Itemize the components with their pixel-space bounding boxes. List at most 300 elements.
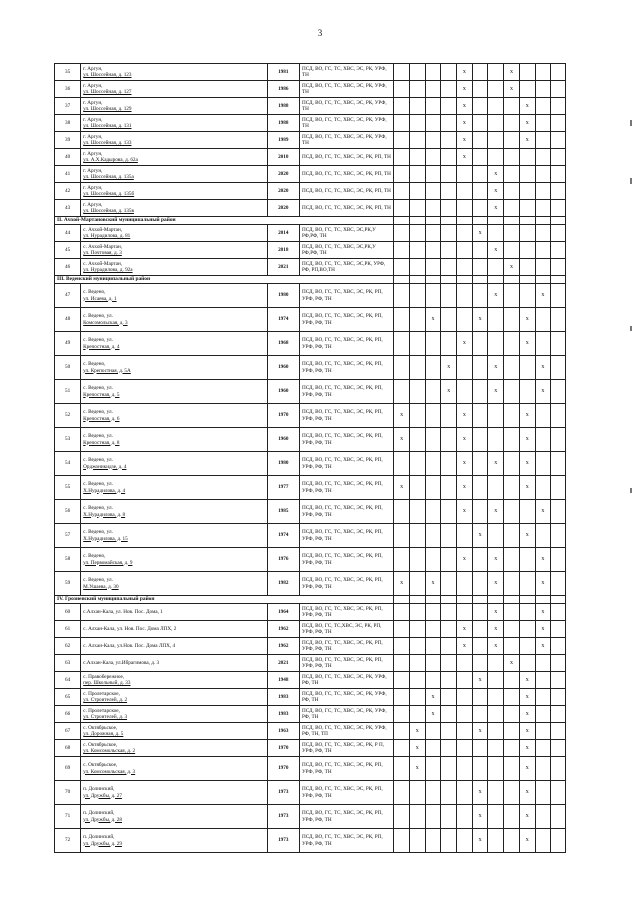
mark-cell-checked: x [488, 638, 504, 655]
mark-cell [472, 706, 488, 723]
mark-cell [535, 242, 551, 259]
table-row [55, 64, 566, 81]
mark-cell [394, 332, 410, 356]
mark-cell [488, 225, 504, 242]
address-cell [81, 621, 267, 638]
mark-cell [535, 225, 551, 242]
mark-cell [472, 98, 488, 115]
address-line: г. Аргун, [83, 167, 103, 174]
address-cell [81, 183, 267, 200]
mark-cell-checked: x [504, 655, 520, 672]
empty-cell [519, 596, 535, 604]
address-line: М.Ушаева, д. 30 [83, 583, 119, 590]
mark-cell [409, 242, 425, 259]
mark-cell [504, 672, 520, 689]
address-line: г. Аргун, [83, 99, 103, 106]
mark-cell [441, 225, 457, 242]
mark-cell [409, 548, 425, 572]
mark-cell [535, 672, 551, 689]
year-cell: 1974 [267, 308, 299, 332]
mark-cell [441, 604, 457, 621]
mark-cell [425, 132, 441, 149]
mark-cell [488, 149, 504, 166]
mark-cell [425, 829, 441, 853]
mark-cell-checked: x [425, 572, 441, 596]
row-number: 57 [55, 524, 81, 548]
address-line: п. Долинский, [83, 786, 115, 793]
mark-cell-checked: x [457, 115, 473, 132]
mark-cell [409, 428, 425, 452]
works-cell: ПСД, ВО, ГС, ТС, ХВС, ЭС,РК, УРФ, РФ, РП,ВО,ТН [300, 259, 394, 276]
mark-cell [519, 284, 535, 308]
works-cell: ПСД, ВО, ГС, ТС, ХВС, ЭС, РК, РП, УРФ, РФ, ТН [300, 404, 394, 428]
mark-cell [457, 740, 473, 757]
table-row [55, 183, 566, 200]
works-cell: ПСД, ВО, ГС, ТС, ХВС, ЭС, РК, РП, УРФ, РФ, ТН [300, 655, 394, 672]
mark-cell [535, 332, 551, 356]
mark-cell [394, 308, 410, 332]
mark-cell [409, 98, 425, 115]
mark-cell [535, 805, 551, 829]
mark-cell [409, 572, 425, 596]
mark-cell-checked: x [394, 428, 410, 452]
mark-cell [394, 98, 410, 115]
address-line: п. Долинский, [83, 834, 115, 841]
section-row [55, 217, 566, 225]
empty-cell [441, 596, 457, 604]
empty-cell [488, 276, 504, 284]
address-line: ул. Комсомольская, д. 3 [83, 768, 136, 775]
address-line: ул. А.Х.Кадырова, д. 62а [83, 157, 138, 163]
mark-cell [535, 149, 551, 166]
mark-cell [519, 225, 535, 242]
address-cell [81, 81, 267, 98]
mark-cell [551, 98, 566, 115]
row-number: 42 [55, 183, 81, 200]
address-line: Х.Нурадилова, д. 15 [83, 535, 128, 542]
mark-cell [488, 740, 504, 757]
table-row [55, 638, 566, 655]
mark-cell [409, 149, 425, 166]
mark-cell [425, 805, 441, 829]
mark-cell-checked: x [519, 781, 535, 805]
mark-cell [519, 166, 535, 183]
year-cell: 2018 [267, 242, 299, 259]
mark-cell [535, 98, 551, 115]
address-line: с. Ведено, [83, 553, 106, 560]
row-number: 38 [55, 115, 81, 132]
address-line: Комсомольская, д. 3 [83, 319, 128, 326]
mark-cell [425, 781, 441, 805]
mark-cell-checked: x [457, 404, 473, 428]
address-line: с.Алхан-Кала, ул. Нов. Пос. Дома, 1 [83, 608, 163, 615]
mark-cell-checked: x [472, 781, 488, 805]
mark-cell [535, 81, 551, 98]
empty-cell [551, 276, 566, 284]
mark-cell [409, 500, 425, 524]
empty-cell [488, 217, 504, 225]
mark-cell-checked: x [488, 183, 504, 200]
mark-cell [409, 452, 425, 476]
section-row [55, 596, 566, 604]
address-line: ул. Комсомольская, д. 2 [83, 748, 136, 754]
mark-cell-checked: x [519, 308, 535, 332]
empty-cell [519, 217, 535, 225]
mark-cell-checked: x [488, 604, 504, 621]
mark-cell [457, 706, 473, 723]
row-number: 58 [55, 548, 81, 572]
mark-cell [409, 404, 425, 428]
row-number: 40 [55, 149, 81, 166]
mark-cell-checked: x [519, 672, 535, 689]
mark-cell-checked: x [535, 548, 551, 572]
mark-cell [504, 332, 520, 356]
row-number: 43 [55, 200, 81, 217]
empty-cell [504, 217, 520, 225]
mark-cell-checked: x [394, 404, 410, 428]
mark-cell [425, 672, 441, 689]
mark-cell [394, 200, 410, 217]
mark-cell-checked: x [488, 166, 504, 183]
table-row [55, 572, 566, 596]
mark-cell [551, 829, 566, 853]
mark-cell [409, 132, 425, 149]
address-cell [81, 200, 267, 217]
mark-cell [441, 740, 457, 757]
mark-cell [409, 655, 425, 672]
table-row [55, 356, 566, 380]
mark-cell [394, 524, 410, 548]
mark-cell-checked: x [441, 356, 457, 380]
mark-cell [394, 723, 410, 740]
address-cell [81, 259, 267, 276]
row-number: 39 [55, 132, 81, 149]
mark-cell-checked: x [472, 308, 488, 332]
mark-cell [394, 689, 410, 706]
mark-cell [472, 132, 488, 149]
mark-cell [409, 829, 425, 853]
address-line: г. Аргун, [83, 116, 103, 123]
mark-cell-checked: x [519, 332, 535, 356]
mark-cell [472, 284, 488, 308]
mark-cell [551, 284, 566, 308]
table-row [55, 706, 566, 723]
address-cell [81, 356, 267, 380]
mark-cell [441, 115, 457, 132]
address-cell [81, 380, 267, 404]
scan-edge-mark [630, 178, 632, 184]
mark-cell [551, 638, 566, 655]
mark-cell [488, 524, 504, 548]
mark-cell [488, 829, 504, 853]
row-number: 54 [55, 452, 81, 476]
address-cell [81, 757, 267, 781]
empty-cell [441, 276, 457, 284]
mark-cell [535, 308, 551, 332]
address-cell [81, 332, 267, 356]
mark-cell-checked: x [488, 621, 504, 638]
address-line: г. Аргун, [83, 65, 103, 72]
address-cell [81, 284, 267, 308]
address-line: пер. Школьный, д. 33 [83, 680, 131, 686]
mark-cell [504, 476, 520, 500]
empty-cell [535, 217, 551, 225]
year-cell: 1985 [267, 500, 299, 524]
mark-cell [425, 98, 441, 115]
table-row [55, 259, 566, 276]
mark-cell [504, 132, 520, 149]
mark-cell [425, 621, 441, 638]
mark-cell [457, 183, 473, 200]
table-row [55, 132, 566, 149]
address-line: Х.Нурадилова, д. 8 [83, 511, 126, 518]
mark-cell [457, 524, 473, 548]
table-row [55, 548, 566, 572]
mark-cell [535, 166, 551, 183]
address-line: ул. Строителей, д. 2 [83, 697, 128, 703]
address-line: ул. Исаева, д. 1 [83, 295, 117, 302]
address-line: п. Долинский, [83, 810, 115, 817]
mark-cell-checked: x [457, 548, 473, 572]
year-cell: 1983 [267, 706, 299, 723]
mark-cell [441, 259, 457, 276]
mark-cell [504, 638, 520, 655]
address-line: ул. Шоссейная, д. 135а [83, 174, 134, 180]
row-number: 68 [55, 740, 81, 757]
mark-cell [504, 524, 520, 548]
works-cell: ПСД, ВО, ГС, ТС, ХВС, ЭС, РК, РП, УРФ, РФ, ТН [300, 284, 394, 308]
address-cell [81, 524, 267, 548]
table-row [55, 476, 566, 500]
address-line: ул. Шоссейная, д. 135б [83, 191, 135, 197]
mark-cell [394, 452, 410, 476]
mark-cell [441, 404, 457, 428]
empty-cell [425, 217, 441, 225]
mark-cell [551, 356, 566, 380]
table-row [55, 149, 566, 166]
mark-cell [457, 805, 473, 829]
mark-cell [551, 166, 566, 183]
mark-cell-checked: x [488, 284, 504, 308]
mark-cell-checked: x [457, 621, 473, 638]
mark-cell [425, 428, 441, 452]
table-row [55, 284, 566, 308]
mark-cell [535, 706, 551, 723]
mark-cell [472, 655, 488, 672]
address-line: ул. Шоссейная, д. 133 [83, 140, 132, 146]
mark-cell [519, 638, 535, 655]
mark-cell-checked: x [519, 452, 535, 476]
mark-cell-checked: x [519, 404, 535, 428]
row-number: 41 [55, 166, 81, 183]
mark-cell-checked: x [457, 638, 473, 655]
mark-cell [551, 332, 566, 356]
page-number: 3 [317, 28, 323, 38]
address-cell [81, 781, 267, 805]
address-line: г. Аргун, [83, 82, 103, 89]
table-row [55, 621, 566, 638]
mark-cell [425, 404, 441, 428]
mark-cell-checked: x [535, 621, 551, 638]
mark-cell [409, 706, 425, 723]
address-cell [81, 706, 267, 723]
mark-cell [504, 757, 520, 781]
address-line: с. Алхан-Кала, ул.Нов. Пос. Дома ЛПХ, 4 [83, 642, 176, 649]
mark-cell [551, 723, 566, 740]
scan-edge-mark [630, 326, 632, 331]
mark-cell [551, 672, 566, 689]
table-row [55, 740, 566, 757]
mark-cell [472, 476, 488, 500]
address-line: с. Ведено, ул. [83, 409, 113, 416]
mark-cell [472, 757, 488, 781]
mark-cell-checked: x [457, 64, 473, 81]
mark-cell [488, 655, 504, 672]
address-line: с. Пролетарское, [83, 690, 120, 697]
year-cell: 1988 [267, 98, 299, 115]
mark-cell [409, 604, 425, 621]
mark-cell [519, 500, 535, 524]
mark-cell [441, 572, 457, 596]
works-cell: ПСД, ВО, ГС, ТС, ХВС, ЭС, РК, РП, ТН [300, 149, 394, 166]
mark-cell [425, 149, 441, 166]
mark-cell-checked: x [457, 476, 473, 500]
mark-cell [551, 428, 566, 452]
mark-cell [551, 259, 566, 276]
mark-cell [551, 183, 566, 200]
mark-cell [504, 706, 520, 723]
mark-cell-checked: x [457, 452, 473, 476]
mark-cell [394, 805, 410, 829]
table-row [55, 452, 566, 476]
mark-cell [409, 805, 425, 829]
mark-cell [551, 781, 566, 805]
mark-cell-checked: x [457, 132, 473, 149]
address-cell [81, 672, 267, 689]
mark-cell [472, 64, 488, 81]
address-cell [81, 476, 267, 500]
mark-cell-checked: x [519, 428, 535, 452]
address-line: с. Ведено, ул. [83, 385, 113, 392]
mark-cell [457, 689, 473, 706]
address-line: ул. Строителей, д. 3 [83, 714, 128, 720]
mark-cell-checked: x [409, 723, 425, 740]
address-cell [81, 166, 267, 183]
row-number: 56 [55, 500, 81, 524]
mark-cell-checked: x [488, 242, 504, 259]
mark-cell [504, 404, 520, 428]
mark-cell [425, 259, 441, 276]
mark-cell [394, 225, 410, 242]
mark-cell [488, 757, 504, 781]
mark-cell [504, 723, 520, 740]
mark-cell-checked: x [519, 524, 535, 548]
address-line: г. Аргун, [83, 150, 103, 157]
mark-cell [425, 757, 441, 781]
mark-cell [409, 200, 425, 217]
mark-cell [535, 428, 551, 452]
mark-cell [535, 404, 551, 428]
mark-cell [441, 183, 457, 200]
mark-cell-checked: x [441, 380, 457, 404]
mark-cell [535, 200, 551, 217]
mark-cell [535, 524, 551, 548]
address-line: ул. Шоссейная, д. 123 [83, 72, 132, 78]
mark-cell [472, 689, 488, 706]
mark-cell-checked: x [504, 259, 520, 276]
mark-cell [535, 64, 551, 81]
mark-cell [394, 655, 410, 672]
row-number: 35 [55, 64, 81, 81]
mark-cell [488, 332, 504, 356]
address-line: ул. Дружбы, д. 29 [83, 840, 122, 847]
address-line: с. Октябрьское, [83, 741, 118, 748]
year-cell: 1989 [267, 132, 299, 149]
mark-cell [425, 356, 441, 380]
works-cell: ПСД, ВО, ГС, ТС, ХВС, ЭС, РК, РП, УРФ, РФ, ТН [300, 805, 394, 829]
row-number: 48 [55, 308, 81, 332]
row-number: 65 [55, 689, 81, 706]
mark-cell-checked: x [457, 332, 473, 356]
works-cell: ПСД, ВО, ГС, ТС, ХВС, ЭС, РК, РП, УРФ, РФ, ТН [300, 572, 394, 596]
mark-cell [504, 452, 520, 476]
mark-cell [488, 476, 504, 500]
mark-cell [519, 604, 535, 621]
mark-cell [394, 115, 410, 132]
row-number: 67 [55, 723, 81, 740]
mark-cell [535, 132, 551, 149]
address-line: г. Аргун, [83, 133, 103, 140]
mark-cell-checked: x [535, 284, 551, 308]
mark-cell [488, 98, 504, 115]
empty-cell [457, 217, 473, 225]
mark-cell [425, 655, 441, 672]
mark-cell [441, 757, 457, 781]
mark-cell-checked: x [535, 356, 551, 380]
address-cell [81, 115, 267, 132]
mark-cell [425, 183, 441, 200]
empty-cell [504, 596, 520, 604]
row-number: 60 [55, 604, 81, 621]
address-cell [81, 149, 267, 166]
mark-cell [535, 115, 551, 132]
address-cell [81, 64, 267, 81]
row-number: 49 [55, 332, 81, 356]
mark-cell-checked: x [457, 149, 473, 166]
mark-cell [409, 476, 425, 500]
mark-cell [551, 621, 566, 638]
mark-cell [551, 500, 566, 524]
mark-cell-checked: x [519, 757, 535, 781]
works-cell: ПСД, ВО, ГС, ТС, ХВС, ЭС, РК, РП, УРФ, РФ, ТН [300, 332, 394, 356]
empty-cell [535, 596, 551, 604]
mark-cell [488, 672, 504, 689]
address-line: с. Ачхой-Мартан, [83, 226, 123, 233]
address-cell [81, 225, 267, 242]
row-number: 62 [55, 638, 81, 655]
year-cell: 1973 [267, 805, 299, 829]
mark-cell [457, 200, 473, 217]
mark-cell [535, 183, 551, 200]
mark-cell-checked: x [409, 740, 425, 757]
table-row [55, 166, 566, 183]
address-cell [81, 404, 267, 428]
year-cell: 1976 [267, 548, 299, 572]
mark-cell [425, 638, 441, 655]
table-row [55, 689, 566, 706]
mark-cell [504, 183, 520, 200]
table-row [55, 672, 566, 689]
